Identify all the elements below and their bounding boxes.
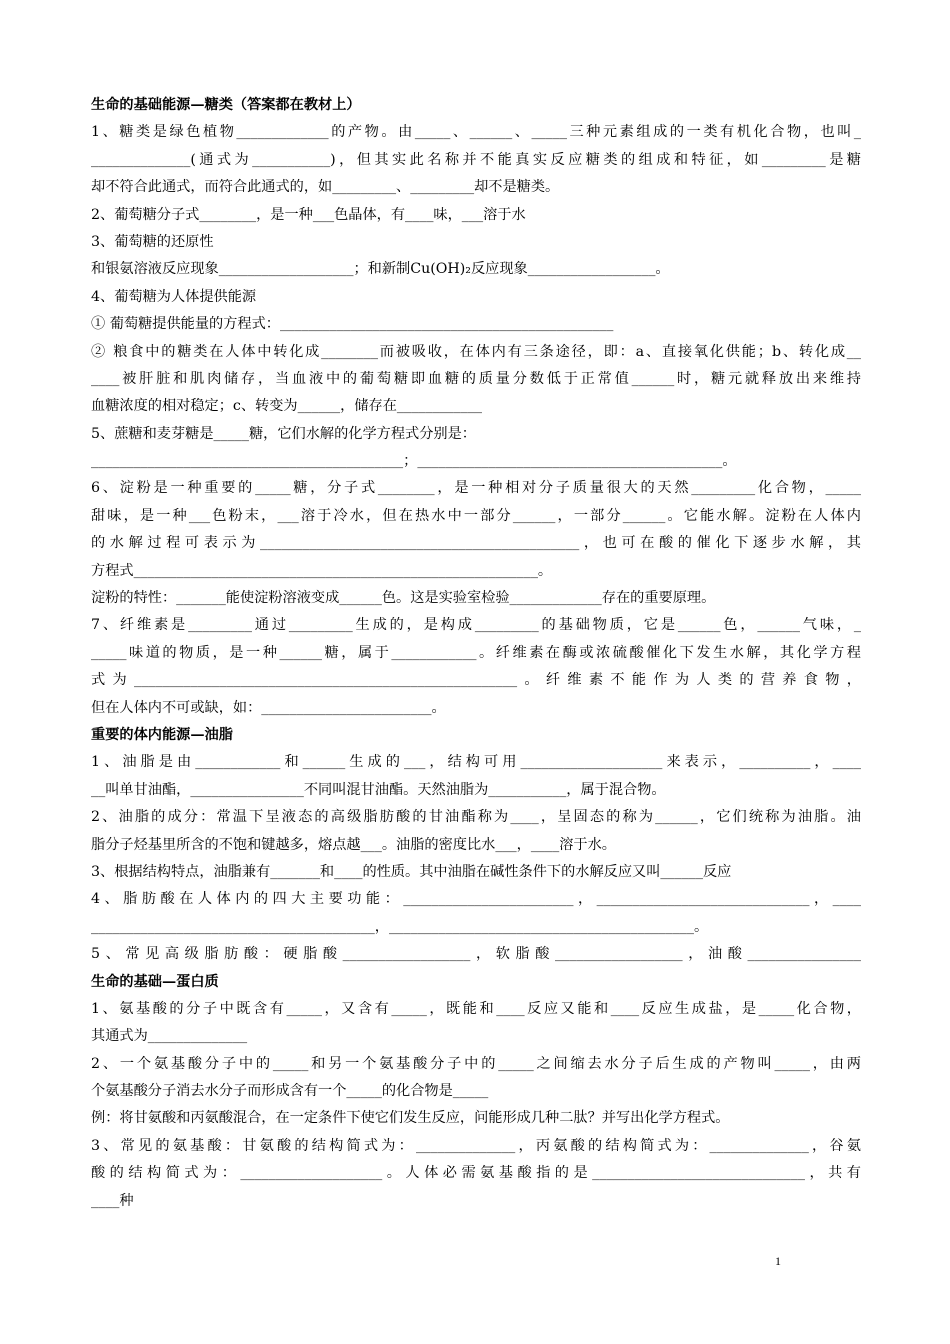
section-heading: 生命的基础—蛋白质 bbox=[91, 973, 219, 990]
text-line: 的水解过程可表示为_____________________________________________，也可在酸的催化下逐步水解，其 bbox=[91, 535, 861, 552]
text-line: 却不符合此通式，而符合此通式的，如_________、_________却不是糖类。 bbox=[91, 179, 560, 196]
text-line: 4、脂肪酸在人体内的四大主要功能：________________________，______________________________，____ bbox=[91, 891, 861, 908]
text-line: 3、葡萄糖的还原性 bbox=[91, 233, 214, 250]
text-line: 例：将甘氨酸和丙氨酸混合，在一定条件下使它们发生反应，问能形成几种二肽？并写出化学方程式。 bbox=[91, 1110, 730, 1127]
text-line: 脂分子烃基里所含的不饱和键越多，熔点越___。油脂的密度比水___，____溶于水。 bbox=[91, 836, 616, 853]
worksheet-body bbox=[91, 92, 861, 1215]
text-line: 2、一个氨基酸分子中的_____和另一个氨基酸分子中的_____之间缩去水分子后生成的产物叫_____，由两 bbox=[91, 1055, 861, 1072]
text-line: 1、油脂是由____________和______生成的___，结构可用____________________来表示，__________，____ bbox=[91, 754, 861, 771]
text-line: 血糖浓度的相对稳定；c、转变为______，储存在____________ bbox=[91, 398, 483, 415]
text-line: ________________________________________，___________________________________________。 bbox=[91, 918, 709, 935]
text-line: 其通式为______________ bbox=[91, 1028, 248, 1045]
text-line: 6、淀粉是一种重要的_____糖，分子式________，是一种相对分子质量很大的天然_________化合物，_____ bbox=[91, 480, 861, 497]
text-line: 3、根据结构特点，油脂兼有_______和____的性质。其中油脂在碱性条件下的水解反应又叫______反应 bbox=[91, 863, 732, 880]
section-heading: 重要的体内能源—油脂 bbox=[91, 726, 233, 743]
text-line: 7、纤维素是_________通过_________生成的，是构成_________的基础物质，它是______色，______气味，_ bbox=[91, 617, 861, 634]
text-line: ____被肝脏和肌肉储存，当血液中的葡萄糖即血糖的质量分数低于正常值______时，糖元就释放出来维持 bbox=[91, 370, 861, 387]
text-line: 5、常见高级脂肪酸：硬脂酸__________________，软脂酸__________________，油酸________________ bbox=[91, 946, 861, 963]
text-line: 甜味，是一种___色粉末，___溶于冷水，但在热水中一部分______，一部分______。它能水解。淀粉在人体内 bbox=[91, 507, 861, 524]
text-line: 但在人体内不可或缺，如：________________________。 bbox=[91, 699, 446, 716]
text-line: ____种 bbox=[91, 1192, 134, 1209]
text-line: 个氨基酸分子消去水分子而形成含有一个_____的化合物是_____ bbox=[91, 1083, 489, 1100]
text-line: __叫单甘油酯，________________不同叫混甘油酯。天然油脂为___________，属于混合物。 bbox=[91, 781, 666, 798]
text-line: 式为______________________________________________________。纤维素不能作为人类的营养食物， bbox=[91, 672, 861, 689]
text-line: ① 葡萄糖提供能量的方程式：_______________________________________________ bbox=[91, 316, 614, 333]
text-line: ② 粮食中的糖类在人体中转化成________而被吸收，在体内有三条途径，即：a、直接氧化供能；b、转化成__ bbox=[91, 343, 861, 360]
text-line: 5、蔗糖和麦芽糖是_____糖，它们水解的化学方程式分别是： bbox=[91, 425, 476, 442]
text-line: ____________________________________________；___________________________________________。 bbox=[91, 453, 737, 470]
text-line: 淀粉的特性：_______能使淀粉溶液变成______色。这是实验室检验_____________存在的重要原理。 bbox=[91, 590, 716, 607]
text-line: 和银氨溶液反应现象___________________；和新制Cu(OH)₂反应现象__________________。 bbox=[91, 261, 670, 278]
text-line: 2、油脂的成分：常温下呈液态的高级脂肪酸的甘油酯称为____，呈固态的称为______，它们统称为油脂。油 bbox=[91, 809, 861, 826]
text-line: 2、葡萄糖分子式________，是一种___色晶体，有____味，___溶于水 bbox=[91, 206, 526, 223]
page-number: 1 bbox=[775, 1254, 781, 1268]
text-line: 4、葡萄糖为人体提供能源 bbox=[91, 288, 257, 305]
section-heading: 生命的基础能源—糖类（答案都在教材上） bbox=[91, 97, 361, 113]
text-line: 3、常见的氨基酸：甘氨酸的结构简式为：______________，丙氨酸的结构简式为：______________，谷氨 bbox=[91, 1137, 861, 1154]
text-line: ______________(通式为___________)，但其实此名称并不能真实反应糖类的组成和特征，如_________是糖 bbox=[91, 151, 861, 168]
text-line: 酸的结构简式为：____________________。人体必需氨基酸指的是______________________________，共有 bbox=[91, 1165, 861, 1182]
text-line: 方程式_________________________________________________________。 bbox=[91, 562, 553, 579]
text-line: 1、糖类是绿色植物_____________的产物。由_____、______、_____三种元素组成的一类有机化合物，也叫_ bbox=[91, 124, 861, 141]
text-line: 1、氨基酸的分子中既含有_____，又含有_____，既能和____反应又能和____反应生成盐，是_____化合物， bbox=[91, 1000, 861, 1017]
text-line: _____味道的物质，是一种______糖，属于____________。纤维素在酶或浓硫酸催化下发生水解，其化学方程 bbox=[91, 644, 861, 661]
